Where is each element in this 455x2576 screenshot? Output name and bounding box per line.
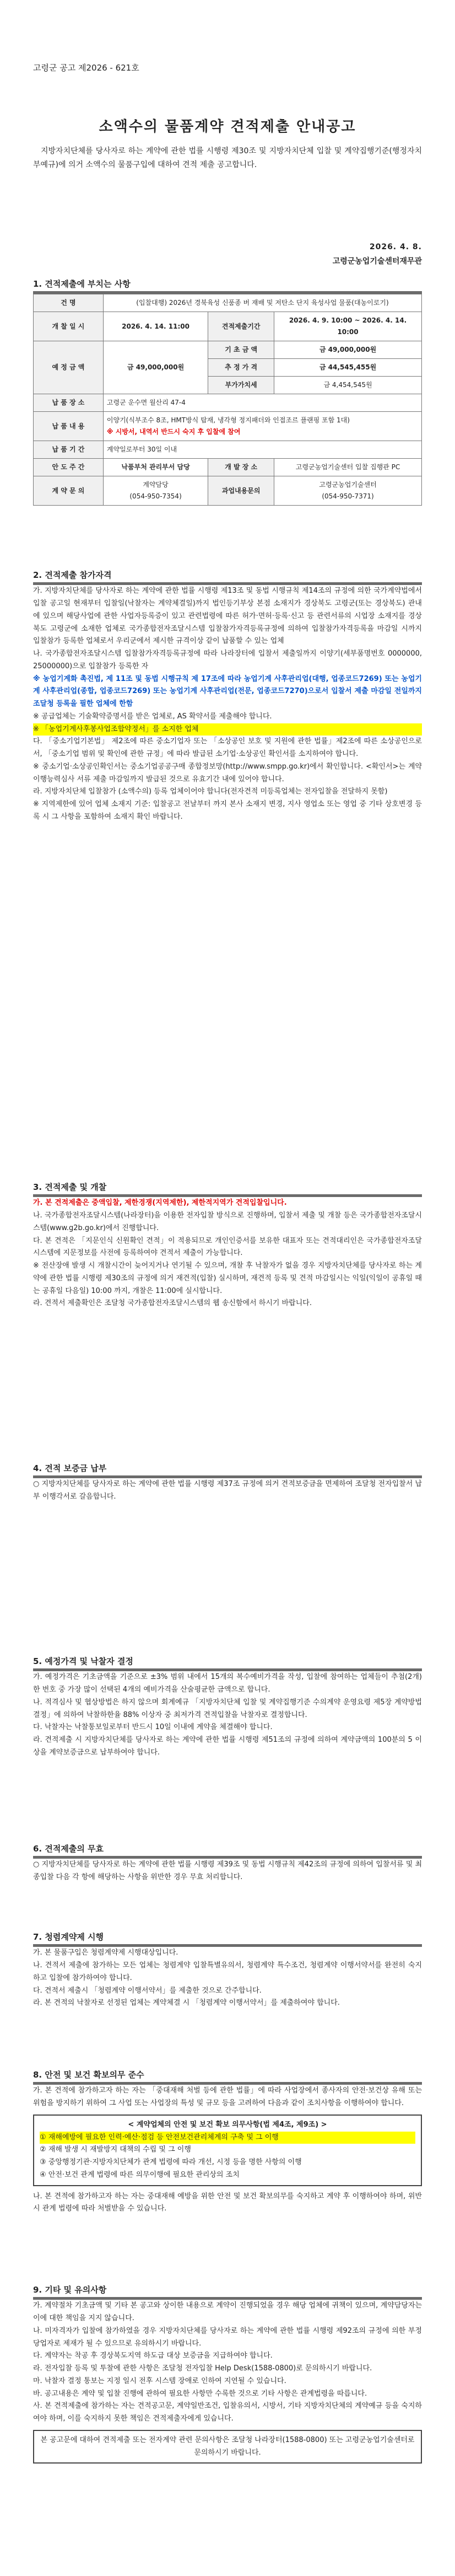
- cell-label: 기 초 금 액: [208, 341, 274, 359]
- cell-label: 납 품 내 용: [34, 412, 104, 441]
- section-2-item: 나. 국가종합전자조달시스템 입찰참가자격등록규정에 따라 나라장터에 입찰서 제출일까지 이양기(세부품명번호 0000000, 25000000)으로 입찰참가 등록한 자: [33, 650, 422, 670]
- obligation-item: ④ 안전·보건 관계 법령에 따른 의무이행에 필요한 관리상의 조치: [40, 2170, 240, 2179]
- cell-label: 개 찰 일 시: [34, 312, 104, 341]
- cell-label: 예 정 금 액: [34, 341, 104, 394]
- cell-label: 과업내용문의: [208, 476, 274, 506]
- section-3-note: ※ 전산장애 발생 시 개찰시간이 늦어지거나 연기될 수 있으며, 개찰 후 낙찰자가 없을 경우 지방자치단체를 당사자로 하는 계약에 관한 법률 시행령 제30조의 규정에 의거 재견적(입찰) 실시하며, 재견적 등록 및 견적 마감일시는 익일(익일이 공휴일 때는 공휴일 다음일) 10:00 까지, 개찰은 11:00에 실시합니다.: [33, 1262, 422, 1295]
- section-2-item: 다. 「중소기업기본법」 제2조에 따른 중소기업자 또는 「소상공인 보호 및 지원에 관한 법률」제2조에 따른 소상공인으로서, 「중소기업 범위 및 확인에 관한 규정」에 따라 발급된 소기업·소상공인 확인서를 소지하여야 합니다.: [33, 737, 422, 758]
- cell-value: 고령군농업기술센터 (054-950-7371): [274, 476, 422, 506]
- cell-label: 납 품 장 소: [34, 394, 104, 412]
- cell-value: 2026. 4. 14. 11:00: [103, 312, 208, 341]
- cell-value: 고령군농업기술센터 입찰 집행관 PC: [274, 459, 422, 476]
- section-8-item: 나. 본 견적에 참가하고자 하는 자는 중대재해 예방을 위한 안전 및 보건 확보의무를 숙지하고 계약 후 이행하여야 하며, 위반 시 관계 법령에 따라 처벌받을 수 있습니다.: [33, 2192, 422, 2213]
- section-7-item: 라. 본 견적의 낙찰자로 선정된 업체는 계약체결 시 「청렴계약 이행서약서」를 제출하여야 합니다.: [33, 1999, 340, 2008]
- section-1-heading: 1. 견적제출에 부치는 사항: [33, 279, 131, 289]
- cell-value: 금 4,454,545원: [274, 377, 422, 394]
- section-4-item: ○ 지방자치단체를 당사자로 하는 계약에 관한 법률 시행령 제37조 규정에 의거 견적보증금을 면제하여 조달청 전자입찰서 납부 이행각서로 갈음합니다.: [33, 1480, 422, 1501]
- notice-number: 고령군 공고 제2026 - 621호: [33, 63, 139, 73]
- section-7-item: 다. 견적서 제출시 「청렴계약 이행서약서」를 제출한 것으로 간주합니다.: [33, 1986, 262, 1995]
- safety-obligations-box: [33, 2115, 422, 2186]
- section-2-note: ※ 중소기업·소상공인확인서는 중소기업공공구매 종합정보망(http://www.smpp.go.kr)에서 확인합니다. <확인서>는 계약이행능력심사 서류 제출 마감일까지 발급된 것으로 유효기간 내에 있어야 합니다.: [33, 762, 422, 783]
- cell-value: 고령군 운수면 월산리 47-4: [103, 394, 421, 412]
- section-9-item: 바. 공고내용은 계약 및 입찰 진행에 관하여 필요한 사항만 수록한 것으로 기타 사항은 관계법령을 따릅니다.: [33, 2389, 367, 2398]
- section-5-heading: 5. 예정가격 및 낙찰자 결정: [33, 1656, 133, 1666]
- cell-value: 낙품부처 관리부서 담당: [103, 459, 208, 476]
- section-9-item: 마. 낙찰자 결정 통보는 지정 일시 전후 시스템 장애로 인하여 지연될 수 있습니다.: [33, 2376, 286, 2385]
- obligation-item: ③ 중앙행정기관·지방자치단체가 관계 법령에 따라 개선, 시정 등을 명한 사항의 이행: [40, 2158, 302, 2166]
- section-2-note: ※ 「농업기계사후봉사업조합약정서」를 소지한 업체: [33, 723, 422, 736]
- section-4: [33, 1461, 422, 1504]
- section-9-item: 다. 계약자는 착공 후 경상북도지역 하도급 대상 보증금을 지급하여야 합니다.: [33, 2352, 273, 2360]
- cell-warning: ※ 시방서, 내역서 반드시 숙지 후 입찰에 참여: [106, 428, 241, 436]
- section-9-item: 가. 계약절차 기초금액 및 기타 본 공고와 상이한 내용으로 계약이 진행되었을 경우 해당 업체에 귀책이 있으며, 계약담당자는 이에 대한 책임을 지지 않습니다.: [33, 2301, 422, 2322]
- obligation-list: [40, 2132, 415, 2182]
- cell-label: 개 발 장 소: [208, 459, 274, 476]
- section-2-note: ※ 공급업체는 기술확약증명서를 받은 업체로, AS 확약서를 제출해야 합니다.: [33, 712, 272, 721]
- obligation-item: ① 재해예방에 필요한 인력·예산·점검 등 안전보건관리체계의 구축 및 그 이행: [40, 2132, 415, 2144]
- section-2-item: 가. 지방자치단체를 당사자로 하는 계약에 관한 법률 시행령 제13조 및 동법 시행규칙 제14조의 규정에 의한 국가계약법에서 입찰 공고일 현재부터 입찰일(낙찰자는 계약체결일)까지 법인등기부상 본점 소재지가 경상북도 고령군(또는 경상북도) 관내에 있으며 해당사업에 관한 사업자등록증이 있고 관련법령에 따른 허가·면허·등록·신고 등 관련서류의 시업장 소재지를 경상북도 고령군에 소재한 업체로 국가종합전자조달시스템 입찰참가자격등록규정에 의하여 입찰참가자격등록을 마감일 시까지 입찰참가 등록한 업체로서 우리군에서 제시한 규격이상 같이 납품할 수 있는 업체: [33, 587, 422, 646]
- section-9-item: 나. 미자격자가 입찰에 참가하였을 경우 지방자치단체를 당사자로 하는 계약에 관한 법률 시행령 제92조의 규정에 의한 부정당업자로 제재가 될 수 있으므로 유의하시기 바랍니다.: [33, 2326, 422, 2348]
- section-3-item: 라. 견적서 제출확인은 조달청 국가종합전자조달시스템의 웹 송신함에서 하시기 바랍니다.: [33, 1299, 312, 1308]
- section-9: [33, 2283, 422, 2464]
- section-5: [33, 1654, 422, 1759]
- intro-paragraph: 지방자치단체를 당사자로 하는 계약에 관한 법률 시행령 제30조 및 지방자치단체 입찰 및 계약집행기준(행정자치부예규)에 의거 소액수의 물품구입에 대하여 견적 제출 공고합니다.: [33, 147, 422, 170]
- notice-date: 2026. 4. 8.: [369, 243, 422, 251]
- section-8-heading: 8. 안전 및 보건 확보의무 준수: [33, 2070, 144, 2080]
- cell-value: 이양기(식부조수 8조, HMT방식 탑재, 냉각형 정지패더와 인접조르 플랜핑 포함 1대): [106, 416, 350, 425]
- section-9-heading: 9. 기타 및 유의사항: [33, 2285, 107, 2295]
- bid-info-table: [33, 294, 422, 506]
- section-6-heading: 6. 견적제출의 무효: [33, 1844, 104, 1854]
- section-3-item: 가. 본 견적제출은 중액입찰, 제한경쟁(지역제한), 제한적지역가 견적입찰입니다.: [33, 1199, 287, 1208]
- section-8-item: 가. 본 견적에 참가하고자 하는 자는 「중대재해 처벌 등에 관한 법률」에 따라 사업장에서 종사자의 안전·보건상 유해 또는 위험을 방지하기 위하여 그 사업 또는 사업장의 특성 및 규모 등을 고려하여 다음과 같이 조치사항을 이행하여야 합니다.: [33, 2086, 422, 2107]
- cell-value: 2026. 4. 9. 10:00 ~ 2026. 4. 14. 10:00: [274, 312, 422, 341]
- section-2-note: ※ 농업기계화 촉진법, 제 11조 및 동법 시행규칙 제 17조에 따라 농업기계 사후관리업(대행, 업종코드7269) 또는 농업기계 사후관리업(종합, 업종코드7269) 또는 농업기계 사후관리업(전문, 업종코드7270)으로서 입찰서 제출 마감일 전일까지 조달청 등록을 필한 업체에 한함: [33, 674, 422, 708]
- cell-value: 금 49,000,000원: [103, 341, 208, 394]
- inquiry-footer-box: [33, 2430, 422, 2464]
- section-7-heading: 7. 청렴계약제 시행: [33, 1932, 104, 1942]
- cell-label: 부가가치세: [208, 377, 274, 394]
- section-5-item: 다. 낙찰자는 낙찰통보일로부터 반드시 10일 이내에 계약을 체결해야 합니다.: [33, 1723, 273, 1732]
- cell-label: 추 정 가 격: [208, 359, 274, 377]
- section-3: [33, 1180, 422, 1310]
- section-9-item: 사. 본 견적제출에 참가하는 자는 견적공고문, 계약일반조건, 입찰유의서, 시방서, 기타 지방자치단체의 계약예규 등을 숙지하여야 하며, 이를 숙지하지 못한 책임은 견적제출자에게 있습니다.: [33, 2402, 422, 2423]
- cell-value: 계약일로부터 30일 이내: [103, 441, 421, 459]
- box-title: < 계약업체의 안전 및 보건 확보 의무사항(법 제4조, 제9조) >: [128, 2120, 327, 2129]
- cell-label: 납 품 기 간: [34, 441, 104, 459]
- section-2-heading: 2. 견적제출 참가자격: [33, 570, 112, 580]
- section-6: [33, 1842, 422, 1884]
- cell-label: 건 명: [34, 294, 104, 312]
- cell-label: 견적제출기간: [208, 312, 274, 341]
- section-4-heading: 4. 견적 보증금 납부: [33, 1463, 107, 1473]
- section-3-item: 나. 국가종합전자조달시스템(나라장터)을 이용한 전자입찰 방식으로 진행하며, 입찰서 제출 및 개찰 등은 국가종합전자조달시스템(www.g2b.go.kr)에서 진행합니다.: [33, 1211, 422, 1232]
- cell-label: 계 약 문 의: [34, 476, 104, 506]
- obligation-item: ② 재해 발생 시 재발방지 대책의 수립 및 그 이행: [40, 2145, 191, 2154]
- section-2: [33, 568, 422, 824]
- section-8: [33, 2068, 422, 2215]
- section-7: [33, 1930, 422, 2010]
- notice-issuer: 고령군농업기술센터재무관: [332, 257, 422, 266]
- section-2-note: ※ 지역제한에 있어 업체 소재지 기준: 입찰공고 전날부터 까지 본사 소재지 변경, 지사 영업소 또는 영업 중 기타 상호변경 등록 시 그 사항을 포함하여 소재지 확인 바랍니다.: [33, 800, 422, 821]
- section-5-item: 나. 적격심사 및 협상방법은 하지 않으며 회계예규 「지방자치단체 입찰 및 계약집행기준 수의계약 운영요령 제5장 계약방법 결정」에 의하여 낙찰하한율 88% 이상자 중 최저가격 견적입찰을 낙찰자로 결정합니다.: [33, 1698, 422, 1719]
- inquiry-footer-text: 본 공고문에 대하여 견적제출 또는 전자계약 관련 문의사항은 조달청 나라장터(1588-0800) 또는 고령군농업기술센터로 문의하시기 바랍니다.: [40, 2435, 415, 2457]
- section-1: [33, 277, 422, 506]
- section-3-heading: 3. 견적제출 및 개찰: [33, 1182, 107, 1192]
- section-5-item: 가. 예정가격은 기초금액을 기준으로 ±3% 범위 내에서 15개의 복수예비가격을 작성, 입찰에 참여하는 업체들이 추첨(2개)한 번호 중 가장 많이 선택된 4개의 예비가격을 산술평균한 금액으로 합니다.: [33, 1673, 422, 1694]
- section-5-item: 라. 견적제출 시 지방자치단체를 당사자로 하는 계약에 관한 법률 시행령 제51조의 규정에 의하여 계약금액의 100분의 5 이상을 계약보증금으로 납부하여야 합니다.: [33, 1736, 422, 1757]
- cell-value: (입찰대행) 2026년 경북육성 신품종 버 재배 및 저탄소 단지 육성사업 물품(대농이로기): [103, 294, 421, 312]
- section-6-item: ○ 지방자치단체를 당사자로 하는 계약에 관한 법률 시행령 제39조 및 동법 시행규칙 제42조의 규정에 의하여 입찰서류 및 최종입찰 다음 각 항에 해당하는 사항을 위반한 경우 무효 처리합니다.: [33, 1860, 422, 1881]
- cell-value: 금 44,545,455원: [274, 359, 422, 377]
- section-2-item: 라. 지방자치단체 입찰참가 (소액수의) 등록 업체이어야 합니다(전자견적 미등록업체는 전자입찰을 전달하지 못함): [33, 787, 388, 796]
- cell-label: 안 도 주 간: [34, 459, 104, 476]
- document-title: 소액수의 물품계약 견적제출 안내공고: [99, 119, 356, 135]
- cell-value: 금 49,000,000원: [274, 341, 422, 359]
- section-3-item: 다. 본 견적은 「지문인식 신원확인 견적」이 적용되므로 개인인증서를 보유한 대표자 또는 견적대리인은 국가종합전자조달시스템에 지문정보를 사전에 등록하여야 견적서 제출이 가능합니다.: [33, 1236, 422, 1258]
- section-9-item: 라. 전자입찰 등록 및 투찰에 관한 사항은 조달청 전자입찰 Help Desk(1588-0800)로 문의하시기 바랍니다.: [33, 2364, 372, 2373]
- section-7-item: 나. 견적서 제출에 참가하는 모든 업체는 청렴계약 입찰특별유의서, 청렴계약 특수조건, 청렴계약 이행서약서를 완전히 숙지하고 입찰에 참가하여야 합니다.: [33, 1961, 422, 1982]
- cell-value: 계약담당 (054-950-7354): [103, 476, 208, 506]
- section-7-item: 가. 본 물품구입은 청렴계약제 시행대상입니다.: [33, 1949, 178, 1957]
